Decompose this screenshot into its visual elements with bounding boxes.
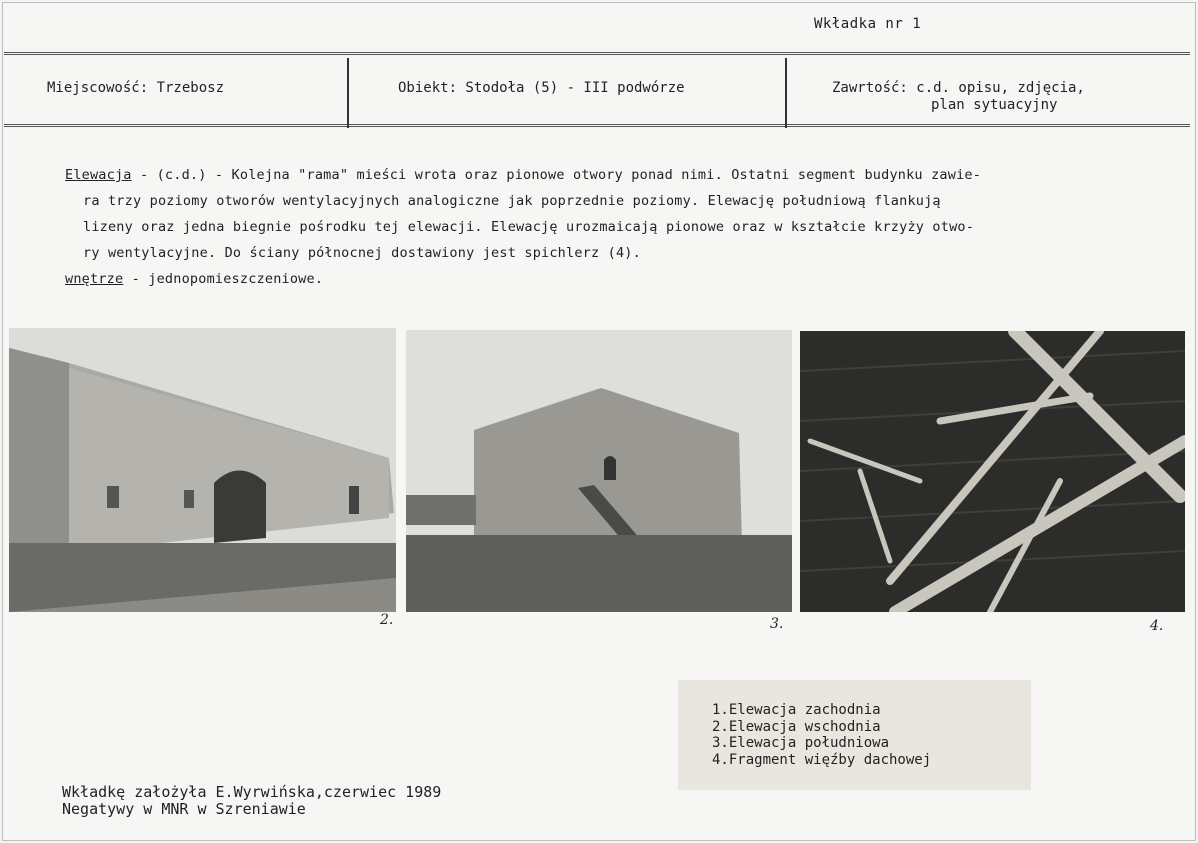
photo-number: 2. <box>380 612 394 628</box>
contents-line: Zawrtość: c.d. opisu, zdjęcia, <box>832 80 1085 96</box>
description-line: - (c.d.) - Kolejna "rama" mieści wrota oraz pionowe otwory ponad nimi. Ostatni segment budynku zawie- <box>131 167 982 183</box>
truss-photo-image <box>800 331 1185 612</box>
contents-line: plan sytuacyjny <box>931 97 1058 113</box>
description-line: lizeny oraz jedna biegnie pośrodku tej elewacji. Elewację urozmaicają pionowe oraz w kształcie krzyży otwo- <box>83 219 975 235</box>
elevation-heading: Elewacja <box>65 167 132 183</box>
header-divider <box>785 58 787 128</box>
photo-number: 4. <box>1150 618 1164 634</box>
legend-item: 4.Fragment więźby dachowej <box>712 751 932 768</box>
description-line: - jednopomieszczeniowe. <box>123 271 324 287</box>
negatives-note: Negatywy w MNR w Szreniawie <box>62 800 306 818</box>
photo-number: 3. <box>770 616 784 632</box>
legend-item: 1.Elewacja zachodnia <box>712 702 881 718</box>
object-field: Obiekt: Stodoła (5) - III podwórze <box>398 80 685 96</box>
barn-photo-image <box>406 330 792 612</box>
location-field: Miejscowość: Trzebosz <box>47 80 225 96</box>
legend-item: 3.Elewacja południowa <box>712 735 890 751</box>
legend-item: 2.Elewacja wschodnia <box>712 718 881 735</box>
description-line: ra trzy poziomy otworów wentylacyjnych analogiczne jak poprzednie poziomy. Elewację południową flankują <box>83 193 941 209</box>
photo-legend <box>678 680 1031 790</box>
interior-heading: wnętrze <box>65 271 124 287</box>
description <box>65 162 1170 292</box>
header-rule-bottom <box>4 124 1190 127</box>
header-divider <box>347 58 349 128</box>
photo-south-elevation <box>406 330 792 612</box>
contents-field <box>832 80 1085 114</box>
barn-photo-image <box>9 328 396 612</box>
author-note: Wkładkę założyła E.Wyrwińska,czerwiec 1989 <box>62 783 442 801</box>
photo-roof-truss <box>800 331 1185 612</box>
header-rule-top <box>4 52 1190 55</box>
description-line: ry wentylacyjne. Do ściany północnej dostawiony jest spichlerz (4). <box>83 245 641 261</box>
photo-west-elevation <box>9 328 396 612</box>
insert-number: Wkładka nr 1 <box>814 16 922 32</box>
